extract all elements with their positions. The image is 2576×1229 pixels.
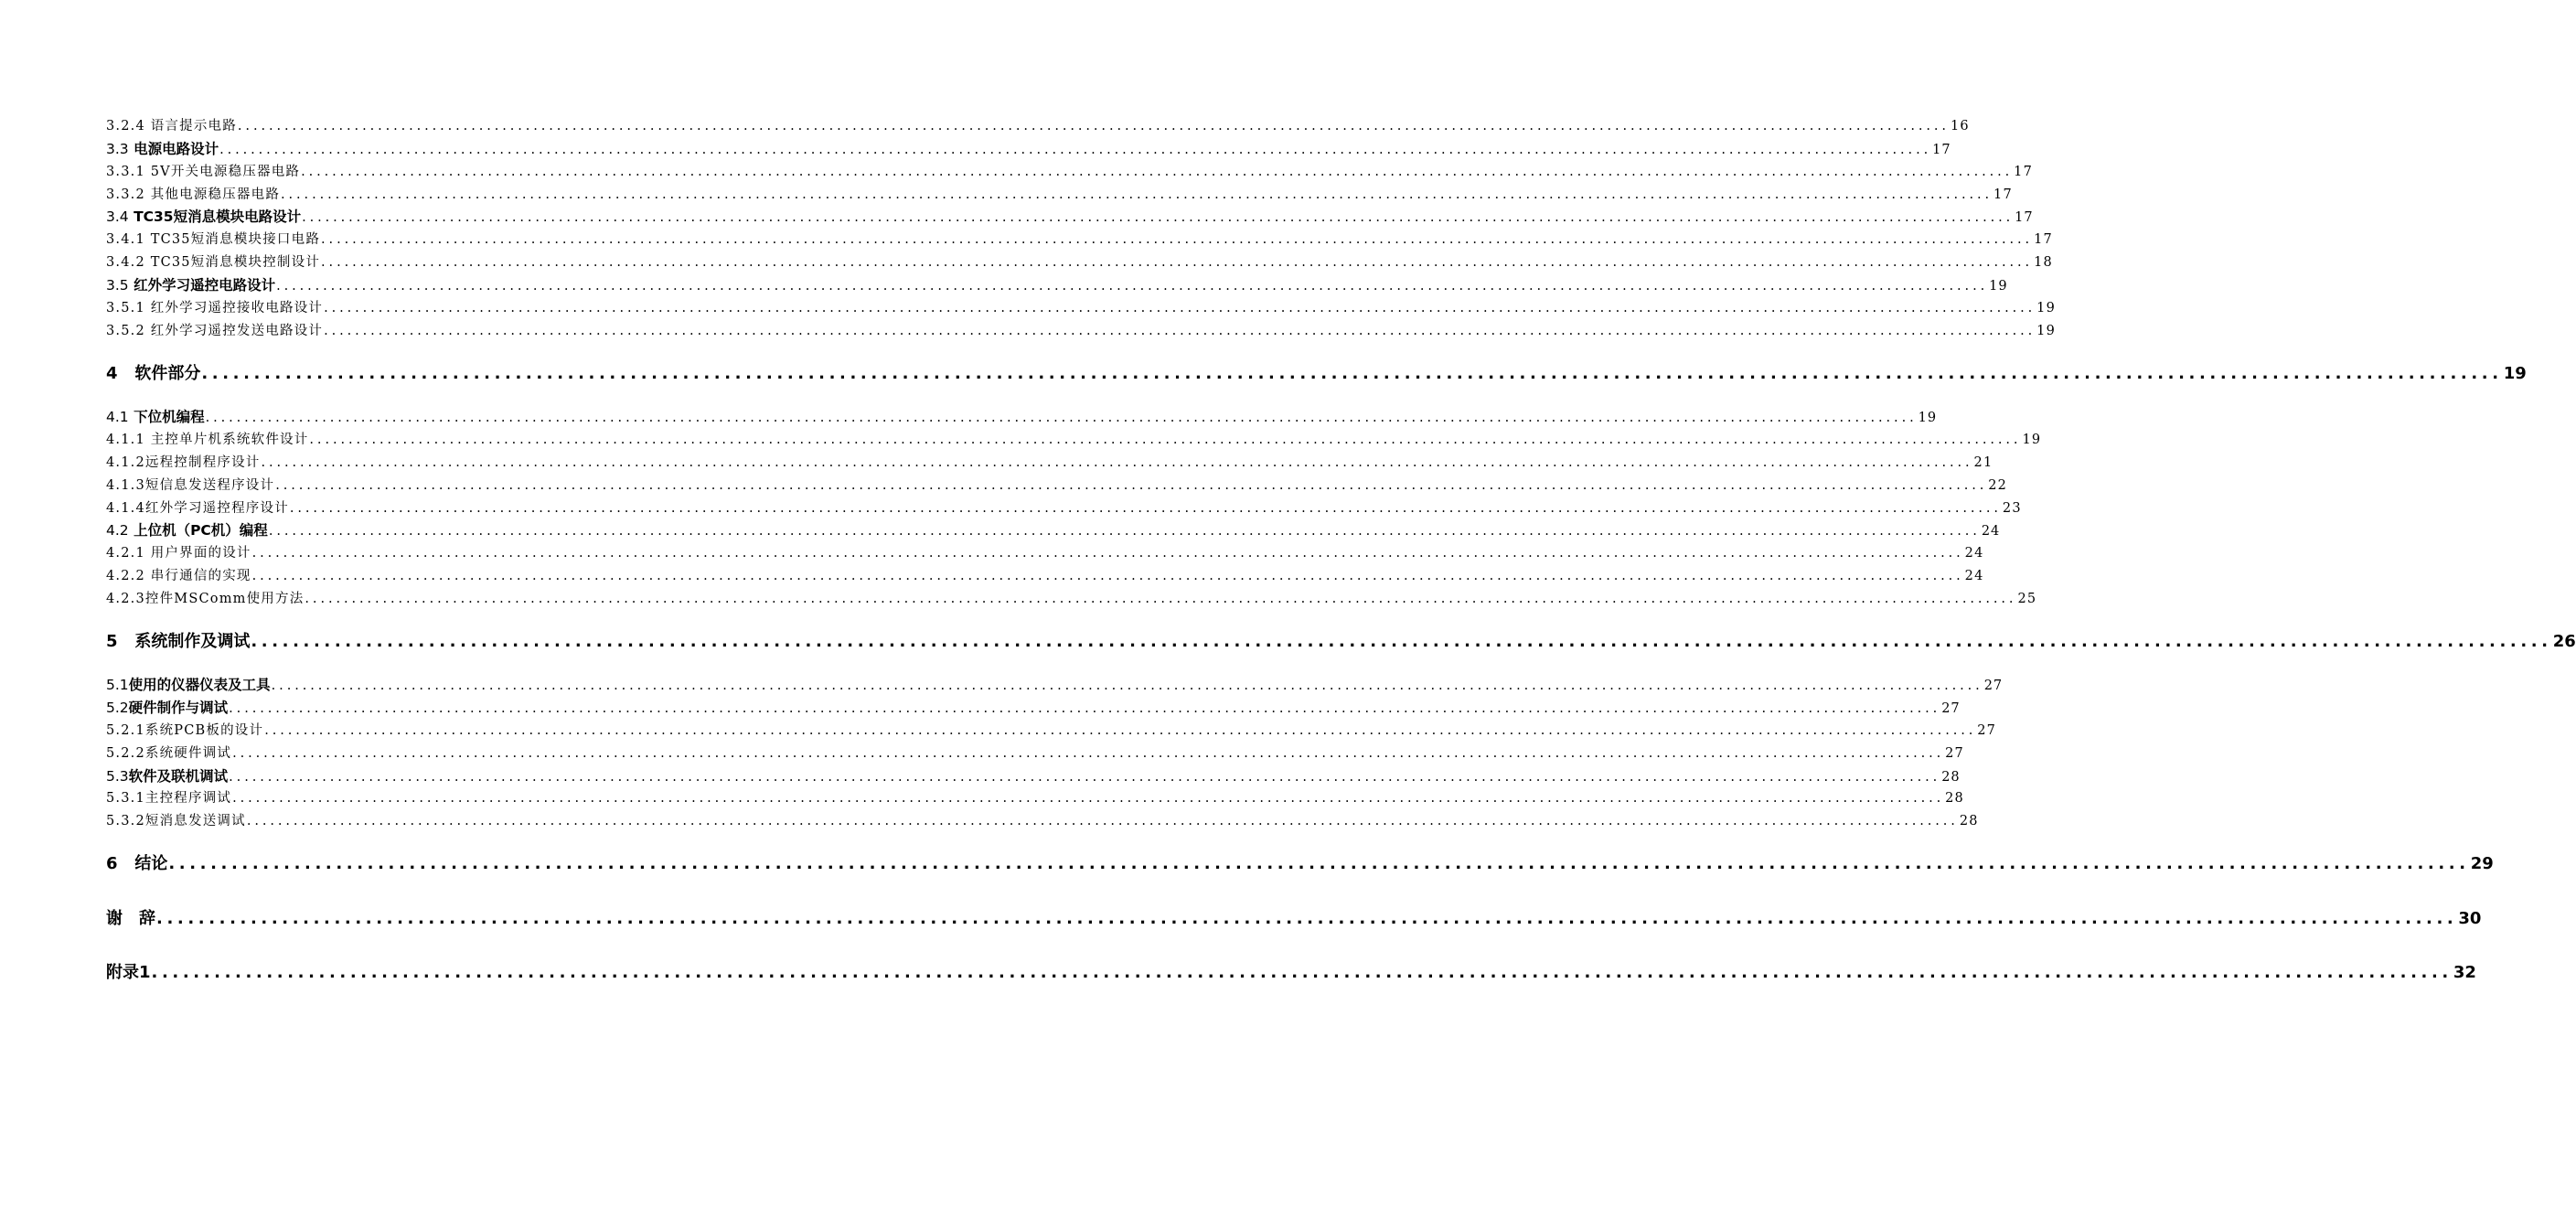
toc-entry-number: 6: [106, 854, 118, 873]
toc-entry-page: 28: [1941, 770, 1961, 785]
toc-entry-page: 17: [2015, 210, 2034, 225]
toc-entry-title: 短消息发送调试: [144, 814, 246, 828]
toc-entry-title: 上位机（PC机）编程: [134, 522, 268, 539]
toc-entry-number: 4.1.2: [106, 455, 145, 470]
toc-entry-page: 17: [2014, 165, 2033, 179]
toc-entry-title: 谢 辞: [106, 909, 155, 928]
toc-entry-title: TC35短消息模块控制设计: [150, 255, 321, 270]
leader-dots: ............................................................................................................................................................................................................................: [219, 143, 1932, 157]
toc-entry-title: TC35短消息模块电路设计: [134, 208, 302, 225]
toc-entry-page: 27: [1983, 679, 2004, 693]
toc-entry-title: 硬件制作与调试: [128, 700, 229, 716]
toc-entry-number: 4.1.1: [106, 433, 145, 447]
toc-entry-number: 3.4.2: [106, 255, 145, 270]
toc-entry-number: 3.5.1: [106, 301, 145, 315]
toc-entry[interactable]: [106, 674, 2004, 696]
toc-entry-title: 附录1: [106, 963, 151, 982]
toc-entry-page: 29: [2470, 854, 2494, 873]
toc-entry-chapter[interactable]: [106, 360, 2527, 388]
leader-dots: ............................................................................................................................................................................................................................: [261, 455, 1973, 470]
leader-dots: ............................................................................................................................................................................................................................: [151, 963, 2453, 982]
toc-entry-page: 27: [1977, 723, 1997, 738]
toc-entry[interactable]: [106, 475, 2008, 497]
toc-entry-page: 21: [1973, 455, 1993, 470]
toc-entry-page: 32: [2453, 963, 2476, 982]
toc-entry-number: 5.3.1: [106, 791, 145, 806]
toc-entry[interactable]: [106, 697, 1961, 719]
toc-entry-title: 红外学习遥控发送电路设计: [150, 324, 324, 338]
leader-dots: ............................................................................................................................................................................................................................: [237, 119, 1950, 134]
toc-entry-number: 4.2: [106, 522, 129, 539]
toc-entry-number: 5.2: [106, 700, 129, 716]
leader-dots: ............................................................................................................................................................................................................................: [246, 814, 1959, 828]
leader-dots: ............................................................................................................................................................................................................................: [302, 210, 2015, 225]
toc-entry-number: 4: [106, 364, 118, 383]
leader-dots: ............................................................................................................................................................................................................................: [276, 279, 1989, 294]
toc-entry-page: 22: [1988, 478, 2008, 493]
toc-entry-title: 串行通信的实现: [150, 569, 251, 583]
toc-entry-chapter[interactable]: [106, 850, 2494, 878]
leader-dots: ............................................................................................................................................................................................................................: [301, 165, 2014, 179]
toc-entry-number: 4.1: [106, 409, 129, 425]
toc-entry-page: 18: [2034, 255, 2053, 270]
toc-entry-title: 系统硬件调试: [144, 746, 232, 761]
toc-entry-page: 27: [1945, 746, 1964, 761]
toc-entry[interactable]: [106, 810, 1979, 832]
toc-entry[interactable]: [106, 452, 1993, 474]
toc-entry-title: 5V开关电源稳压器电路: [150, 165, 301, 179]
toc-entry-number: 4.2.1: [106, 546, 145, 561]
toc-entry[interactable]: [106, 297, 2056, 319]
toc-entry[interactable]: [106, 184, 2013, 206]
toc-entry[interactable]: [106, 161, 2033, 183]
toc-entry-appendix[interactable]: [106, 959, 2476, 987]
leader-dots: ............................................................................................................................................................................................................................: [281, 187, 1993, 202]
toc-entry-title: 主控程序调试: [144, 791, 232, 806]
toc-entry-title: 红外学习遥控电路设计: [134, 277, 276, 294]
leader-dots: ............................................................................................................................................................................................................................: [205, 411, 1918, 425]
toc-entry[interactable]: [106, 588, 2037, 610]
toc-entry-page: 24: [1981, 524, 2001, 539]
leader-dots: ............................................................................................................................................................................................................................: [251, 632, 2552, 651]
toc-entry-number: 4.1.3: [106, 478, 145, 493]
toc-entry-page: 30: [2458, 909, 2482, 928]
toc-entry-title: 红外学习遥控程序设计: [144, 501, 289, 516]
toc-entry-title: 语言提示电路: [150, 119, 237, 134]
toc-entry-number: 3.3.2: [106, 187, 145, 202]
toc-entry-page: 19: [2036, 324, 2056, 338]
toc-entry-page: 19: [1989, 279, 2008, 294]
toc-entry-number: 5.1: [106, 677, 129, 693]
toc-entry-page: 23: [2002, 501, 2022, 516]
toc-entry[interactable]: [106, 251, 2053, 273]
leader-dots: ............................................................................................................................................................................................................................: [229, 770, 1941, 785]
toc-entry-page: 27: [1941, 701, 1961, 716]
toc-entry-number: 3.3.1: [106, 165, 145, 179]
toc-entry[interactable]: [106, 115, 1970, 137]
toc-entry-title: 短信息发送程序设计: [144, 478, 275, 493]
toc-entry-title: 主控单片机系统软件设计: [150, 433, 309, 447]
toc-entry-page: 19: [2036, 301, 2056, 315]
leader-dots: ............................................................................................................................................................................................................................: [324, 324, 2036, 338]
toc-entry-number: 4.1.4: [106, 501, 145, 516]
toc-entry[interactable]: [106, 138, 1951, 160]
toc-entry-number: 4.2.3: [106, 592, 145, 606]
toc-entry-title: 软件及联机调试: [128, 768, 229, 785]
toc-entry-page: 17: [1993, 187, 2013, 202]
toc-entry-number: 5.3: [106, 768, 129, 785]
toc-entry-title: TC35短消息模块接口电路: [150, 232, 321, 247]
leader-dots: ............................................................................................................................................................................................................................: [275, 478, 1988, 493]
leader-dots: ............................................................................................................................................................................................................................: [321, 255, 2034, 270]
leader-dots: ............................................................................................................................................................................................................................: [305, 592, 2017, 606]
toc-entry-title: 系统制作及调试: [134, 632, 251, 651]
toc-entry-page: 28: [1959, 814, 1979, 828]
toc-entry-title: 系统PCB板的设计: [144, 723, 264, 738]
toc-entry[interactable]: [106, 519, 2001, 541]
toc-entry[interactable]: [106, 229, 2053, 251]
leader-dots: ............................................................................................................................................................................................................................: [271, 679, 1983, 693]
leader-dots: ............................................................................................................................................................................................................................: [324, 301, 2036, 315]
toc-entry-title: 其他电源稳压器电路: [150, 187, 281, 202]
toc-entry-number: 3.2.4: [106, 119, 145, 134]
toc-entry-page: 16: [1950, 119, 1970, 134]
toc-entry-number: 3.3: [106, 141, 129, 157]
toc-entry-number: 3.4: [106, 208, 129, 225]
leader-dots: ............................................................................................................................................................................................................................: [251, 569, 1964, 583]
leader-dots: ............................................................................................................................................................................................................................: [201, 364, 2503, 383]
toc-entry-acknowledgements[interactable]: [106, 905, 2482, 933]
toc-entry-title: 红外学习遥控接收电路设计: [150, 301, 324, 315]
toc-entry-title: 下位机编程: [134, 409, 205, 425]
toc-entry-title: 结论: [134, 854, 168, 873]
toc-entry-page: 17: [1932, 143, 1951, 157]
toc-entry-title: 远程控制程序设计: [144, 455, 261, 470]
toc-entry-page: 25: [2017, 592, 2037, 606]
toc-entry[interactable]: [106, 206, 2034, 228]
toc-entry-page: 24: [1964, 546, 1984, 561]
toc-entry-number: 5: [106, 632, 118, 651]
leader-dots: ............................................................................................................................................................................................................................: [309, 433, 2022, 447]
toc-entry-number: 5.2.1: [106, 723, 145, 738]
toc-entry[interactable]: [106, 565, 1984, 587]
toc-entry-title: 控件MSComm使用方法: [144, 592, 305, 606]
toc-entry-page: 26: [2552, 632, 2576, 651]
toc-entry[interactable]: [106, 743, 1964, 764]
toc-entry-number: 4.2.2: [106, 569, 145, 583]
toc-entry[interactable]: [106, 720, 1997, 742]
toc-entry[interactable]: [106, 542, 1984, 564]
toc-entry-page: 17: [2034, 232, 2053, 247]
toc-entry-title: 软件部分: [134, 364, 201, 383]
leader-dots: ............................................................................................................................................................................................................................: [168, 854, 2470, 873]
toc-entry[interactable]: [106, 320, 2056, 342]
toc-entry-page: 24: [1964, 569, 1984, 583]
toc-entry[interactable]: [106, 429, 2042, 451]
leader-dots: ............................................................................................................................................................................................................................: [289, 501, 2002, 516]
leader-dots: ............................................................................................................................................................................................................................: [251, 546, 1964, 561]
toc-entry-title: 使用的仪器仪表及工具: [128, 677, 271, 693]
leader-dots: ............................................................................................................................................................................................................................: [229, 701, 1941, 716]
toc-entry[interactable]: [106, 787, 1964, 809]
toc-entry-number: 5.3.2: [106, 814, 145, 828]
toc-entry-page: 19: [2022, 433, 2042, 447]
leader-dots: ............................................................................................................................................................................................................................: [268, 524, 1981, 539]
toc-entry[interactable]: [106, 406, 1938, 428]
toc-entry-title: 电源电路设计: [134, 141, 219, 157]
toc-entry-number: 5.2.2: [106, 746, 145, 761]
leader-dots: ............................................................................................................................................................................................................................: [321, 232, 2034, 247]
toc-entry-number: 3.5: [106, 277, 129, 294]
toc-entry[interactable]: [106, 765, 1961, 787]
toc-entry-page: 19: [1918, 411, 1938, 425]
leader-dots: ............................................................................................................................................................................................................................: [156, 909, 2458, 928]
leader-dots: ............................................................................................................................................................................................................................: [232, 746, 1945, 761]
toc-entry-page: 28: [1945, 791, 1964, 806]
toc-entry[interactable]: [106, 497, 2022, 519]
toc-entry-page: 19: [2503, 364, 2527, 383]
toc-entry-title: 用户界面的设计: [150, 546, 251, 561]
leader-dots: ............................................................................................................................................................................................................................: [264, 723, 1977, 738]
toc-entry-chapter[interactable]: [106, 628, 2576, 656]
leader-dots: ............................................................................................................................................................................................................................: [232, 791, 1945, 806]
toc-entry-number: 3.4.1: [106, 232, 145, 247]
toc-entry[interactable]: [106, 274, 2008, 296]
toc-entry-number: 3.5.2: [106, 324, 145, 338]
